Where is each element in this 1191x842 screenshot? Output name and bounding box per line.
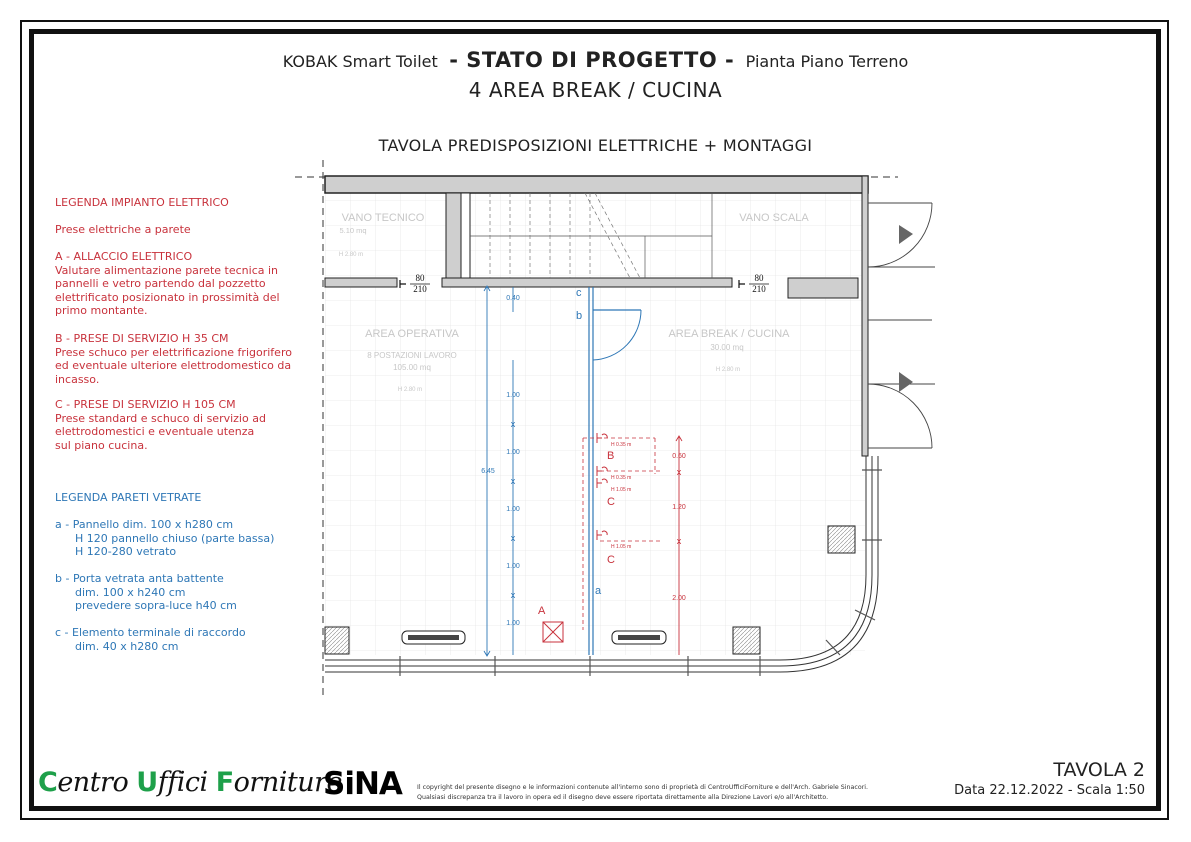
legend-item-line: elettrificato posizionato in prossimità del bbox=[55, 290, 280, 304]
socket-height: H 1.05 m bbox=[611, 544, 632, 550]
room-name: VANO TECNICO bbox=[341, 212, 425, 224]
room-height: H 2.80 m bbox=[397, 387, 423, 393]
room-height: H 2.80 m bbox=[715, 367, 741, 373]
legend-item-line: prevedere sopra-luce h40 cm bbox=[75, 599, 237, 612]
logo-text: orniture bbox=[233, 767, 342, 798]
dim-label: 1.20 bbox=[672, 504, 686, 511]
dim-label: 0.60 bbox=[672, 453, 686, 460]
legend-item-line: Prese standard e schuco di servizio ad bbox=[55, 411, 266, 425]
dim-mark: x bbox=[510, 419, 516, 429]
wall-type-a: a bbox=[595, 585, 602, 597]
wall-stair-left bbox=[446, 193, 461, 278]
legend-item-title: b - Porta vetrata anta battente bbox=[55, 572, 224, 585]
dim-mark: x bbox=[510, 476, 516, 486]
legend-item-line: dim. 100 x h240 cm bbox=[75, 585, 186, 599]
sheet-number: TAVOLA 2 bbox=[1053, 759, 1145, 781]
wall-right bbox=[862, 176, 868, 456]
room-sub: 8 POSTAZIONI LAVORO bbox=[367, 351, 457, 360]
point-label-c: C bbox=[607, 496, 615, 508]
room-area: 30.00 mq bbox=[710, 343, 744, 352]
room-height: H 2.80 m bbox=[338, 252, 364, 258]
legend-item-line: H 120-280 vetrato bbox=[75, 545, 177, 558]
wall-type-b: b bbox=[576, 310, 583, 322]
logo-letter: U bbox=[136, 767, 158, 798]
legend-item-line: Valutare alimentazione parete tecnica in bbox=[55, 263, 279, 277]
entrance-arrow-icon bbox=[899, 372, 913, 392]
legend-walls-heading: LEGENDA PARETI VETRATE bbox=[55, 491, 202, 504]
entrance-arrow-icon bbox=[899, 225, 913, 244]
logo-sina: SiNA bbox=[323, 766, 402, 802]
column bbox=[733, 627, 760, 654]
point-label-b: B bbox=[607, 450, 615, 462]
dim-mark: x bbox=[510, 533, 516, 543]
logo-letter: F bbox=[215, 767, 234, 798]
sheet-subject: TAVOLA PREDISPOSIZIONI ELETTRICHE + MONTAGGI bbox=[378, 136, 813, 155]
legend-item-line: H 120 pannello chiuso (parte bassa) bbox=[75, 531, 275, 545]
legend-item-title: c - Elemento terminale di raccordo bbox=[55, 626, 246, 639]
legend-item-line: dim. 40 x h280 cm bbox=[75, 639, 179, 653]
socket-height: H 0.35 m bbox=[611, 475, 632, 481]
legend-item-line: Prese schuco per elettrificazione frigorifero bbox=[55, 345, 292, 359]
area-title: 4 AREA BREAK / CUCINA bbox=[468, 78, 723, 102]
project-name: KOBAK Smart Toilet bbox=[282, 52, 438, 71]
socket-height: H 0.35 m bbox=[611, 442, 632, 448]
date-scale: Data 22.12.2022 - Scala 1:50 bbox=[954, 783, 1145, 798]
logo-text: entro bbox=[57, 767, 137, 798]
wall-stair-bottom bbox=[442, 278, 732, 287]
room-name: AREA BREAK / CUCINA bbox=[668, 328, 790, 340]
legend-item-title: B - PRESE DI SERVIZIO H 35 CM bbox=[55, 332, 229, 345]
copyright-notice bbox=[417, 783, 868, 803]
wall-block-right bbox=[788, 278, 858, 298]
legend-item-line: incasso. bbox=[55, 372, 100, 386]
logo-letter: C bbox=[38, 767, 58, 798]
dim-label: 1.00 bbox=[506, 620, 520, 627]
door-height: 210 bbox=[413, 284, 427, 294]
room-name: AREA OPERATIVA bbox=[365, 328, 459, 340]
room-name: VANO SCALA bbox=[739, 212, 809, 224]
dim-label: 1.00 bbox=[506, 506, 520, 513]
door-height: 210 bbox=[752, 284, 766, 294]
wall-type-c: c bbox=[576, 287, 582, 299]
dim-label: 1.00 bbox=[506, 563, 520, 570]
legend-item-line: primo montante. bbox=[55, 304, 148, 317]
door-width: 80 bbox=[415, 273, 425, 283]
room-area: 105.00 mq bbox=[393, 363, 431, 372]
legend-item-line: elettrodomestici e eventuale utenza bbox=[55, 425, 255, 438]
legend-item-title: a - Pannello dim. 100 x h280 cm bbox=[55, 518, 234, 531]
legend-item-title: C - PRESE DI SERVIZIO H 105 CM bbox=[55, 398, 236, 411]
dim-label: 2.00 bbox=[672, 595, 686, 602]
column bbox=[828, 526, 855, 553]
wall-tecnico-bottom bbox=[325, 278, 397, 287]
plan-name: Pianta Piano Terreno bbox=[745, 52, 909, 71]
copyright-line: Qualsiasi discrepanza tra il lavoro in opera ed il disegno deve essere riportata direttamente alla Direzione Lavori e/o all'Architetto. bbox=[417, 794, 829, 801]
legend-item-line: pannelli e vetro partendo dal pozzetto bbox=[55, 277, 266, 290]
dim-mark: x bbox=[676, 536, 682, 546]
radiator-core bbox=[408, 635, 459, 640]
door-width: 80 bbox=[754, 273, 764, 283]
wall-stair-inner bbox=[461, 193, 470, 278]
dim-mark: x bbox=[510, 590, 516, 600]
legend-item-line: ed eventuale ulteriore elettrodomestico da bbox=[55, 359, 292, 372]
room-area: 5.10 mq bbox=[339, 226, 367, 235]
column bbox=[325, 627, 349, 654]
point-label-a: A bbox=[538, 605, 546, 617]
legend-electrical-heading: LEGENDA IMPIANTO ELETTRICO bbox=[55, 196, 229, 209]
dim-mark: x bbox=[676, 467, 682, 477]
legend-item-line: sul piano cucina. bbox=[55, 438, 148, 452]
radiator-core bbox=[618, 635, 660, 640]
wall-top bbox=[325, 176, 868, 193]
dim-label: 0.40 bbox=[506, 295, 520, 302]
dim-label: 1.00 bbox=[506, 449, 520, 456]
legend-item-title: A - ALLACCIO ELETTRICO bbox=[55, 250, 193, 263]
stato-title: - STATO DI PROGETTO - bbox=[449, 48, 735, 72]
socket-height: H 1.05 m bbox=[611, 487, 632, 493]
legend-electrical-intro: Prese elettriche a parete bbox=[55, 223, 191, 236]
dim-label: 6.45 bbox=[481, 468, 495, 475]
logo-text: ffici bbox=[157, 767, 216, 798]
dim-label: 1.00 bbox=[506, 392, 520, 399]
point-label-c: C bbox=[607, 554, 615, 566]
logo-centro-uffici-forniture bbox=[38, 767, 342, 798]
copyright-line: Il copyright del presente disegno e le informazioni contenute all'interno sono di proprietà di CentroUfficiForniture e dell'Arch. Gabriele Sinacori. bbox=[417, 784, 869, 791]
